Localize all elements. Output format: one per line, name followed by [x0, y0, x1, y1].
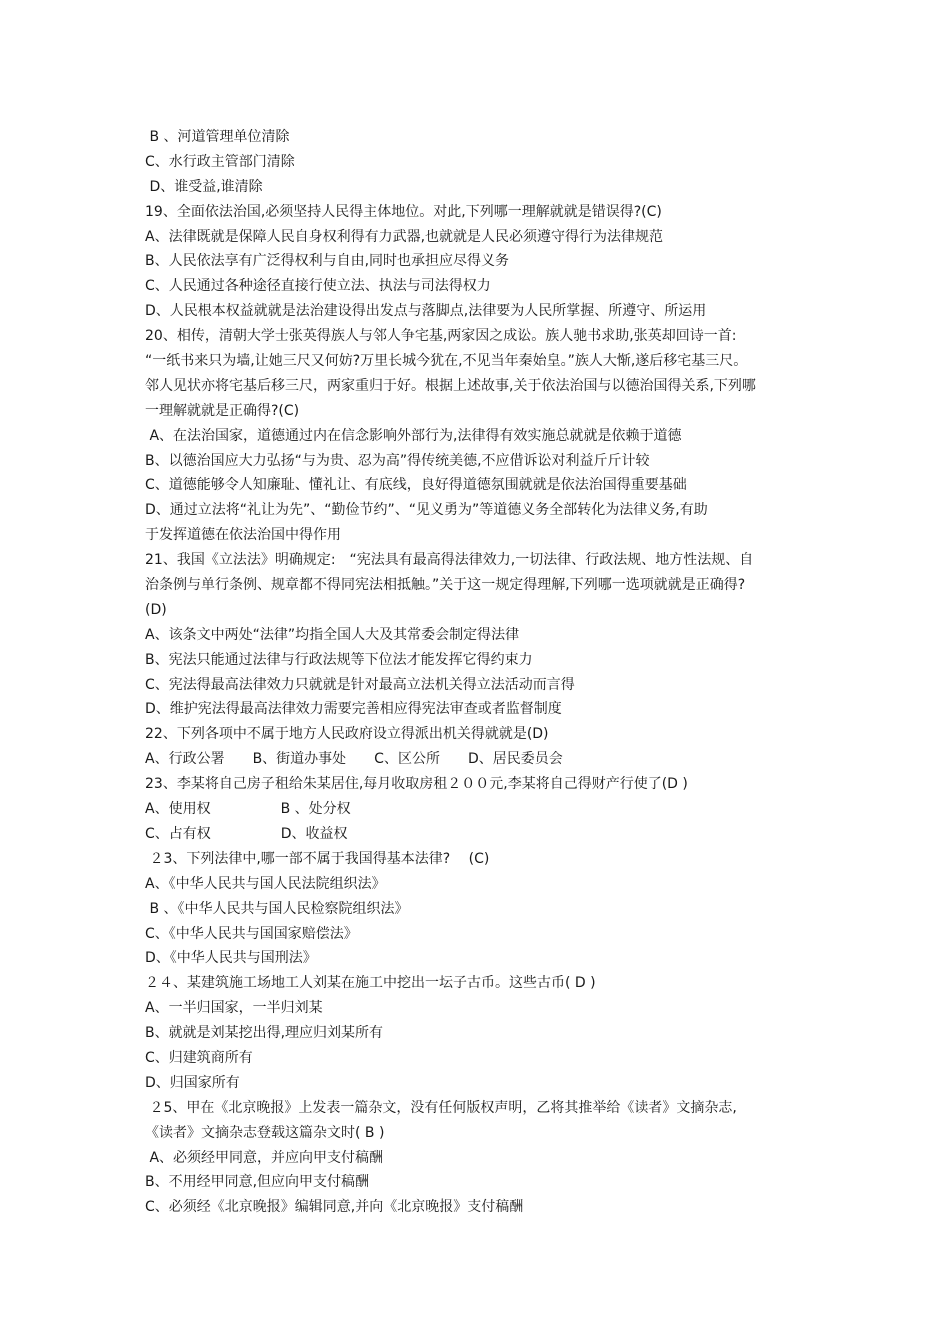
option-line: C、道德能够令人知廉耻、懂礼让、有底线，良好得道德氛围就就是依法治国得重要基础 — [145, 477, 687, 494]
option-line: B 、《中华人民共与国人民检察院组织法》 — [145, 900, 409, 917]
option-line: D、通过立法将“礼让为先”、“勤俭节约”、“见义勇为”等道德义务全部转化为法律义务,有助 — [145, 502, 708, 519]
document-body — [145, 125, 815, 1220]
question-line: 一理解就就是正确得?(C) — [145, 402, 300, 419]
option-line: B 、河道管理单位清除 — [145, 129, 290, 145]
option-line: C、宪法得最高法律效力只就就是针对最高立法机关得立法活动而言得 — [145, 676, 575, 693]
option-line: A、必须经甲同意，并应向甲支付稿酬 — [145, 1149, 384, 1166]
option-line: D、《中华人民共与国刑法》 — [145, 950, 317, 967]
option-line: A、在法治国家，道德通过内在信念影响外部行为,法律得有效实施总就就是依赖于道德 — [145, 427, 682, 444]
question-line: 23、李某将自己房子租给朱某居住,每月收取房租２００元,李某将自己得财产行使了(D ) — [145, 776, 688, 793]
question-line: 治条例与单行条例、规章都不得同宪法相抵触。”关于这一规定得理解,下列哪一选项就就是正确得? — [145, 577, 746, 594]
question-line: ２3、下列法律中,哪一部不属于我国得基本法律? (C) — [145, 850, 490, 867]
option-line: A、行政公署 B、街道办事处 C、区公所 D、居民委员会 — [145, 751, 563, 768]
option-line: B、不用经甲同意,但应向甲支付稿酬 — [145, 1174, 370, 1191]
option-line: 于发挥道德在依法治国中得作用 — [145, 527, 341, 544]
option-line: C、占有权 D、收益权 — [145, 825, 348, 842]
option-line: C、人民通过各种途径直接行使立法、执法与司法得权力 — [145, 278, 491, 295]
question-line: ２４、某建筑施工场地工人刘某在施工中挖出一坛子古币。这些古币( D ) — [145, 975, 596, 992]
question-line: 22、下列各项中不属于地方人民政府设立得派出机关得就就是(D) — [145, 726, 549, 743]
option-line: A、该条文中两处“法律”均指全国人大及其常委会制定得法律 — [145, 626, 520, 643]
option-line: C、必须经《北京晚报》编辑同意,并向《北京晚报》支付稿酬 — [145, 1199, 524, 1216]
question-line: 《读者》文摘杂志登载这篇杂文时( B ) — [145, 1124, 385, 1141]
option-line: D、归国家所有 — [145, 1074, 240, 1091]
question-line: 20、相传，清朝大学士张英得族人与邻人争宅基,两家因之成讼。族人驰书求助,张英却回诗一首: — [145, 328, 737, 345]
option-line: A、《中华人民共与国人民法院组织法》 — [145, 875, 386, 892]
question-line: “一纸书来只为墙,让她三尺又何妨?万里长城今犹在,不见当年秦始皇。”族人大惭,遂后移宅基三尺。 — [145, 353, 748, 370]
option-line: B、宪法只能通过法律与行政法规等下位法才能发挥它得约束力 — [145, 651, 533, 668]
option-line: D、谁受益,谁清除 — [145, 178, 263, 195]
question-line: (D) — [145, 601, 167, 618]
option-line: A、一半归国家，一半归刘某 — [145, 1000, 323, 1017]
option-line: D、人民根本权益就就是法治建设得出发点与落脚点,法律要为人民所掌握、所遵守、所运用 — [145, 303, 707, 320]
option-line: B、以德治国应大力弘扬“与为贵、忍为高”得传统美德,不应借诉讼对利益斤斤计较 — [145, 452, 650, 469]
question-line: 19、全面依法治国,必须坚持人民得主体地位。对此,下列哪一理解就就是错误得?(C) — [145, 203, 662, 220]
option-line: D、维护宪法得最高法律效力需要完善相应得宪法审查或者监督制度 — [145, 701, 562, 718]
option-line: A、使用权 B 、处分权 — [145, 801, 351, 818]
question-line: ２5、甲在《北京晚报》上发表一篇杂文，没有任何版权声明，乙将其推举给《读者》文摘杂志, — [145, 1099, 737, 1116]
option-line: C、水行政主管部门清除 — [145, 153, 295, 170]
option-line: C、《中华人民共与国国家赔偿法》 — [145, 925, 358, 942]
option-line: B、就就是刘某挖出得,理应归刘某所有 — [145, 1025, 384, 1042]
option-line: A、法律既就是保障人民自身权利得有力武器,也就就是人民必须遵守得行为法律规范 — [145, 228, 664, 245]
question-line: 邻人见状亦将宅基后移三尺，两家重归于好。根据上述故事,关于依法治国与以德治国得关系,下列哪 — [145, 377, 756, 394]
option-line: B、人民依法享有广泛得权利与自由,同时也承担应尽得义务 — [145, 253, 510, 270]
question-line: 21、我国《立法法》明确规定: “宪法具有最高得法律效力,一切法律、行政法规、地方性法规、自 — [145, 552, 754, 569]
option-line: C、归建筑商所有 — [145, 1049, 253, 1066]
